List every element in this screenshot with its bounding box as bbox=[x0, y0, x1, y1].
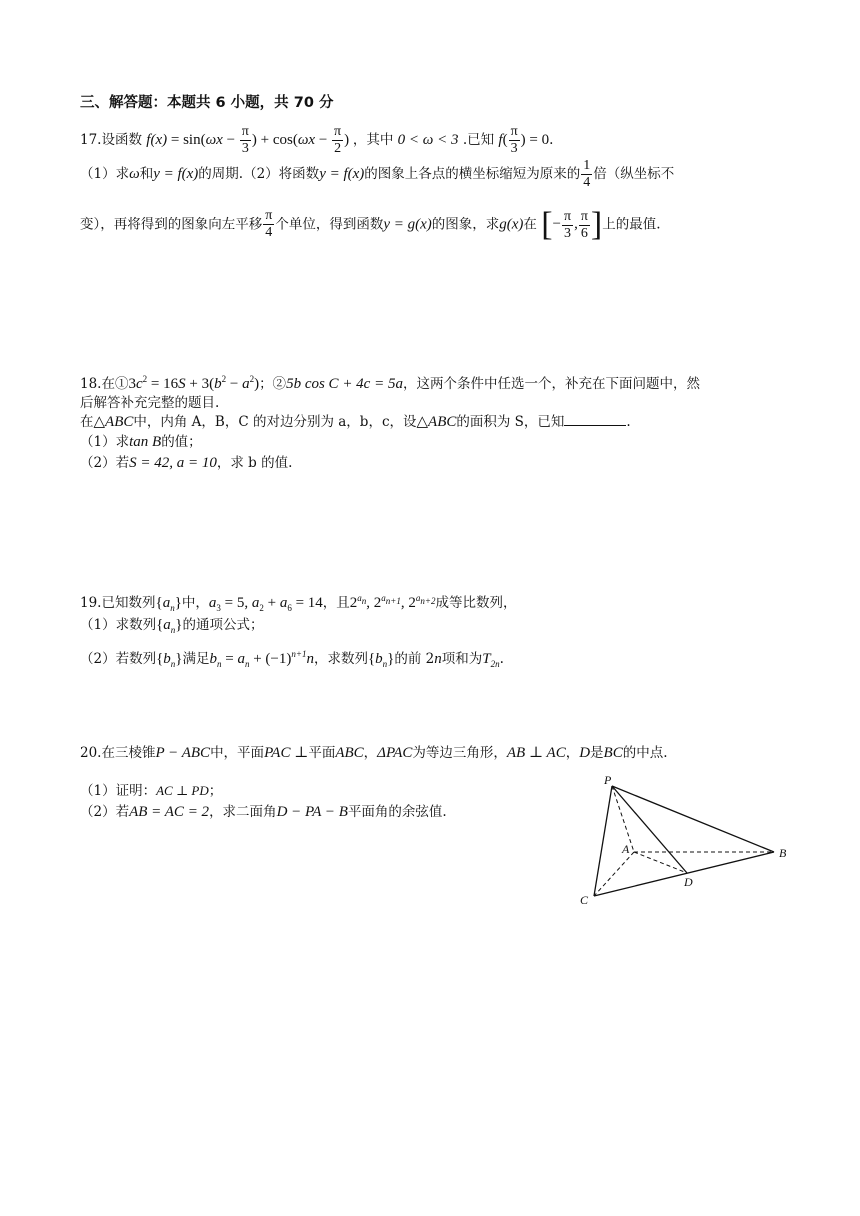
problem-19-part-1: （1）求数列$\{a_n\}$的通项公式； bbox=[80, 617, 264, 635]
problem-19-geometric: $2^{a_n}$, $2^{a_{n+1}}$, $2^{a_{n+2}}$ bbox=[349, 593, 436, 611]
problem-17-function: f(x) = sin(ωx − $\frac{\pi}{3}$ ) + cos(ωx − $\frac{\pi}{2}$ ) bbox=[146, 124, 350, 156]
problem-17-known: f( $\frac{\pi}{3}$ ) = 0 bbox=[498, 124, 550, 156]
problem-18-line-1: 18.在$①3c^2 = 16S + 3(b^2 - a^2)$；②5b cos C + 4c = 5a，这两个条件中任选一个，补充在下面问题中，然 bbox=[80, 374, 700, 392]
problem-18-condition-1: $3c^2 = 16S + 3(b^2 - a^2)$ bbox=[128, 374, 260, 392]
edge-CB bbox=[594, 852, 774, 896]
answer-blank bbox=[564, 413, 626, 426]
problem-19-formula: $b_n = a_n + (-1)^{n+1}n$ bbox=[209, 649, 314, 669]
problem-18-condition-2: 5b cos C + 4c = 5a bbox=[286, 376, 403, 392]
edge-AD bbox=[634, 852, 687, 873]
problem-20-part-1: （1）证明：AC ⊥ PD； bbox=[80, 783, 223, 799]
problem-17-shift: $\frac{\pi}{4}$ bbox=[265, 208, 273, 241]
label-A: A bbox=[622, 842, 630, 856]
sequence-a: $\{a_n\}$ bbox=[155, 595, 182, 613]
problem-20-number: 20. bbox=[80, 745, 102, 761]
label-B: B bbox=[779, 846, 787, 860]
problem-19-given: $a_3 = 5$, $a_2 + a_6 = 14$ bbox=[208, 595, 323, 613]
label-C: C bbox=[580, 893, 589, 907]
problem-17-number: 17. bbox=[80, 131, 102, 148]
sequence-b: $\{b_n\}$ bbox=[156, 651, 183, 669]
problem-17-condition: 0 < ω < 3 bbox=[397, 131, 459, 148]
edge-PB bbox=[612, 786, 774, 852]
problem-19-T2n: $T_{2n}$ bbox=[482, 651, 500, 669]
pyramid-figure bbox=[570, 770, 810, 910]
problem-18-part-2: （2）若S = 42, a = 10，求 b 的值. bbox=[80, 455, 293, 471]
problem-17-line-3: 变），再将得到的图象向左平移 $\frac{\pi}{4}$ 个单位，得到函数y = g(x)的图象，求g(x)在 [− $\frac{\pi}{3}$ , $\frac{\pi}{6}$ ]上的最值. bbox=[80, 206, 661, 243]
problem-17-line-1: 17.设函数 f(x) = sin(ωx − $\frac{\pi}{3}$ ) + cos(ωx − $\frac{\pi}{2}$ ) ，其中 0 < ω < 3 .已知 f( $\frac{\pi}{3}$ ) = 0. bbox=[80, 124, 554, 156]
problem-20-part-2: （2）若AB = AC = 2，求二面角D − PA − B平面角的余弦值. bbox=[80, 804, 447, 820]
edge-PD bbox=[612, 786, 687, 873]
problem-18-line-2: 后解答补充完整的题目. bbox=[80, 395, 220, 411]
problem-17-interval: [− $\frac{\pi}{3}$ , $\frac{\pi}{6}$ ] bbox=[541, 206, 603, 243]
problem-20-line-1: 20.在三棱锥P − ABC中，平面PAC ⊥平面ABC，ΔPAC为等边三角形，AB ⊥ AC，D是BC的中点. bbox=[80, 745, 668, 761]
section-heading: 三、解答题：本题共 6 小题，共 70 分 bbox=[80, 95, 334, 111]
problem-18-number: 18. bbox=[80, 376, 102, 392]
problem-18-line-3: 在△ABC中，内角 A，B，C 的对边分别为 a，b，c，设△ABC的面积为 S，已知 . bbox=[80, 414, 631, 430]
label-D: D bbox=[684, 875, 693, 889]
problem-17-line-2: （1）求ω和y = f(x)的周期.（2）将函数y = f(x)的图象上各点的横坐标缩短为原来的 $\frac{1}{4}$ 倍（纵坐标不 bbox=[80, 158, 675, 190]
problem-19-part-2: （2）若数列$\{b_n\}$满足$b_n = a_n + (-1)^{n+1}n$，求数列$\{b_n\}$的前 2n项和为$T_{2n}$. bbox=[80, 649, 504, 669]
problem-17-quarter: $\frac{1}{4}$ bbox=[583, 158, 591, 190]
problem-19-number: 19. bbox=[80, 595, 102, 611]
problem-19-line-1: 19.已知数列$\{a_n\}$中，$a_3 = 5$, $a_2 + a_6 = 14$，且$2^{a_n}$, $2^{a_{n+1}}$, $2^{a_{n+2}}$成等比数列， bbox=[80, 593, 517, 613]
label-P: P bbox=[604, 773, 612, 787]
problem-18-part-1: （1）求tan B的值； bbox=[80, 434, 202, 450]
